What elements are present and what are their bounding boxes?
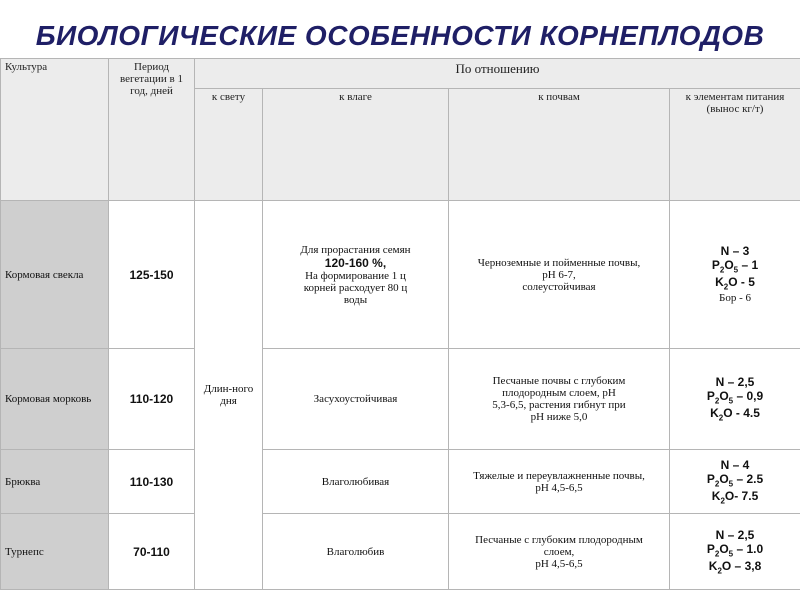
nutrients-cell xyxy=(670,450,800,514)
nutrient-line: N – 3 xyxy=(720,244,750,259)
culture-cell: Кормовая морковь xyxy=(1,349,109,450)
moisture-line: Влаголюбивая xyxy=(321,475,390,488)
nutrient-line: Бор - 6 xyxy=(719,291,751,304)
soil-line: pH 6-7, xyxy=(542,268,576,281)
nutrient-line: $P_2O_5 - 1.0$ xyxy=(706,541,764,559)
culture-cell: Турнепс xyxy=(1,514,109,590)
table-row xyxy=(1,201,800,349)
nutrients-cell xyxy=(670,514,800,590)
soil-cell xyxy=(449,349,670,450)
nutrient-line: N – 4 xyxy=(720,457,750,472)
table-row xyxy=(1,514,800,590)
soil-line: слоем, xyxy=(543,545,575,558)
soil-line: Песчаные почвы с глубоким xyxy=(492,375,626,387)
soil-cell xyxy=(449,514,670,590)
soil-line: 5,3-6,5, растения гибнут при xyxy=(492,399,626,411)
header-period: Период вегетации в 1 год, дней xyxy=(109,59,195,201)
moisture-line: воды xyxy=(343,293,368,306)
soil-line: pH 4,5-6,5 xyxy=(535,481,583,494)
soil-cell xyxy=(449,201,670,349)
soil-line: плодородным слоем, pH xyxy=(502,387,616,399)
root-crops-table xyxy=(0,58,800,590)
nutrient-line: $K_2O-$ 7.5 xyxy=(711,488,759,505)
nutrients-cell xyxy=(670,201,800,349)
culture-cell: Кормовая свекла xyxy=(1,201,109,349)
soil-line: pH ниже 5,0 xyxy=(530,411,588,423)
period-cell: 110-120 xyxy=(109,349,195,450)
nutrient-line: $P_2O_5 - 1$ xyxy=(711,258,759,275)
header-moisture: к влаге xyxy=(263,89,449,201)
header-culture: Культура xyxy=(1,59,109,201)
page-title: БИОЛОГИЧЕСКИЕ ОСОБЕННОСТИ КОРНЕПЛОДОВ xyxy=(35,20,765,51)
moisture-cell xyxy=(263,450,449,514)
moisture-line: корней расходует 80 ц xyxy=(303,281,408,294)
nutrient-line: $K_2O - 3,8$ xyxy=(708,558,762,575)
table-row xyxy=(1,349,800,450)
period-cell: 125-150 xyxy=(109,201,195,349)
header-nutrients: к элементам питания (вынос кг/т) xyxy=(670,89,800,201)
header-light: к свету xyxy=(195,89,263,201)
soil-cell xyxy=(449,450,670,514)
nutrients-cell xyxy=(670,349,800,450)
soil-line: солеустойчивая xyxy=(522,280,596,293)
nutrient-line: $K_2O - 4.5$ xyxy=(710,406,760,423)
nutrient-line: $P_2O_5 - 0,9$ xyxy=(706,389,764,406)
nutrient-line: N – 2,5 xyxy=(715,375,755,390)
soil-line: Тяжелые и переувлажненные почвы, xyxy=(473,469,645,482)
light-merged-cell: Длин-ного дня xyxy=(195,201,263,590)
header-row-top xyxy=(1,59,800,89)
moisture-cell xyxy=(263,514,449,590)
table-row xyxy=(1,450,800,514)
moisture-cell xyxy=(263,349,449,450)
period-cell: 110-130 xyxy=(109,450,195,514)
moisture-line: На формирование 1 ц xyxy=(305,269,406,282)
soil-line: Песчаные с глубоким плодородным xyxy=(475,533,643,546)
soil-line: Черноземные и пойменные почвы, xyxy=(477,256,641,269)
header-relation: По отношению xyxy=(195,59,800,89)
moisture-line: Для прорастания семян xyxy=(300,243,411,256)
nutrient-line: $K_2O - 5$ xyxy=(715,275,755,292)
moisture-line: Засухоустойчивая xyxy=(313,393,398,405)
period-cell: 70-110 xyxy=(109,514,195,590)
moisture-line: Влаголюбив xyxy=(326,545,385,558)
header-soil: к почвам xyxy=(449,89,670,201)
moisture-cell xyxy=(263,201,449,349)
moisture-line: 120-160 %, xyxy=(324,255,387,270)
nutrient-line: $P_2O_5 - 2.5$ xyxy=(706,471,764,489)
culture-cell: Брюква xyxy=(1,450,109,514)
soil-line: pH 4,5-6,5 xyxy=(535,557,583,570)
nutrient-line: N – 2,5 xyxy=(715,527,755,542)
